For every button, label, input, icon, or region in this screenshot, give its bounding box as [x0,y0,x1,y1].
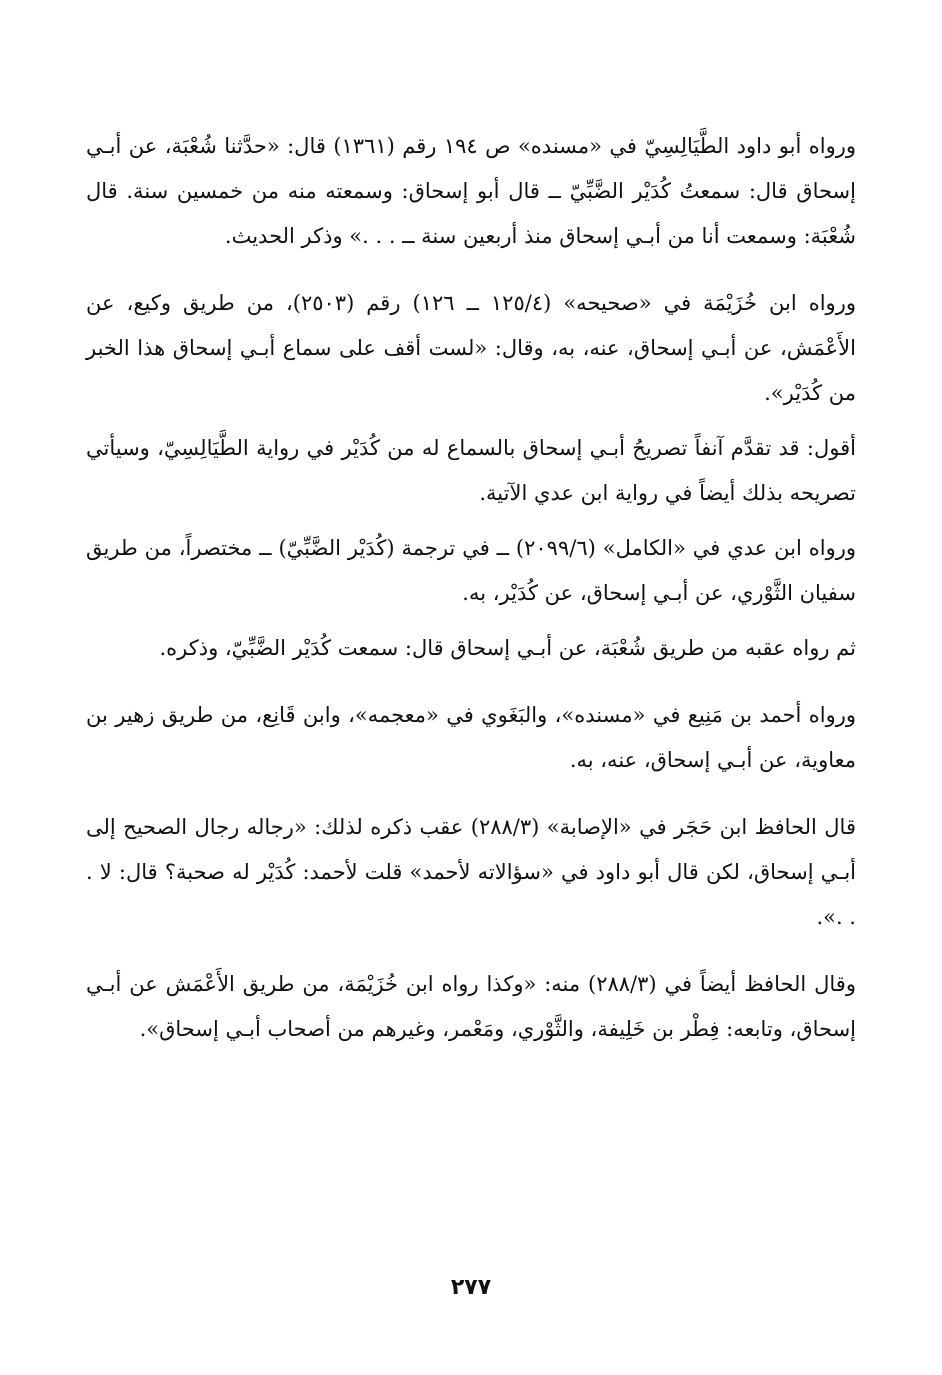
paragraph-1: ورواه أبو داود الطَّيَالِسِيّ في «مسنده» ص ١٩٤ رقم (١٣٦١) قال: «حدَّثنا شُعْبَة، عن أبـي إسحاق قال: سمعتُ كُدَيْر الضَّبِّيّ ــ قال أبو إسحاق: وسمعته منه من خمسين سنة. قال شُعْبَة: وسمعت أنا من أبـي إسحاق منذ أربعين سنة ــ . . .» وذكر الحديث. [86,134,856,248]
paragraph-6: ورواه أحمد بن مَنِيع في «مسنده»، والبَغَوي في «معجمه»، وابن قَانِع، من طريق زهير بن معاوية، عن أبـي إسحاق، عنه، به. [86,703,856,772]
paragraph-3: أقول: قد تقدَّم آنفاً تصريحُ أبـي إسحاق بالسماع له من كُدَيْر في رواية الطَّيَالِسِيّ، وسيأتي تصريحه بذلك أيضاً في رواية ابن عدي الآتية. [86,436,856,505]
paragraph-7: قال الحافظ ابن حَجَر في «الإصابة» (٢٨٨/٣) عقب ذكره لذلك: «رجاله رجال الصحيح إلى أبـي إسحاق، لكن قال أبو داود في «سؤالاته لأحمد» قلت لأحمد: كُدَيْر له صحبة؟ قال: لا . . .». [86,815,856,929]
paragraph-8: وقال الحافظ أيضاً في (٢٨٨/٣) منه: «وكذا رواه ابن خُزَيْمَة، من طريق الأَعْمَش عن أبـي إسحاق، وتابعه: فِطْر بن خَلِيفة، والثَّوْري، ومَعْمر، وغيرهم من أصحاب أبـي إسحاق». [86,972,856,1041]
page-body [86,124,856,1052]
paragraph-5: ثم رواه عقبه من طريق شُعْبَة، عن أبـي إسحاق قال: سمعت كُدَيْر الضَّبِّيّ، وذكره. [159,636,856,660]
paragraph-4: ورواه ابن عدي في «الكامل» (٢٠٩٩/٦) ــ في ترجمة (كُدَيْر الضَّبِّيّ) ــ مختصراً، من طريق سفيان الثَّوْري، عن أبـي إسحاق، عن كُدَيْر، به. [86,536,856,605]
page-number: ٢٧٧ [450,1275,492,1300]
paragraph-2: ورواه ابن خُزَيْمَة في «صحيحه» (١٢٥/٤ ــ ١٢٦) رقم (٢٥٠٣)، من طريق وكيع، عن الأَعْمَش، عن أبـي إسحاق، عنه، به، وقال: «لست أقف على سماع أبـي إسحاق هذا الخبر من كُدَيْر». [86,291,856,405]
